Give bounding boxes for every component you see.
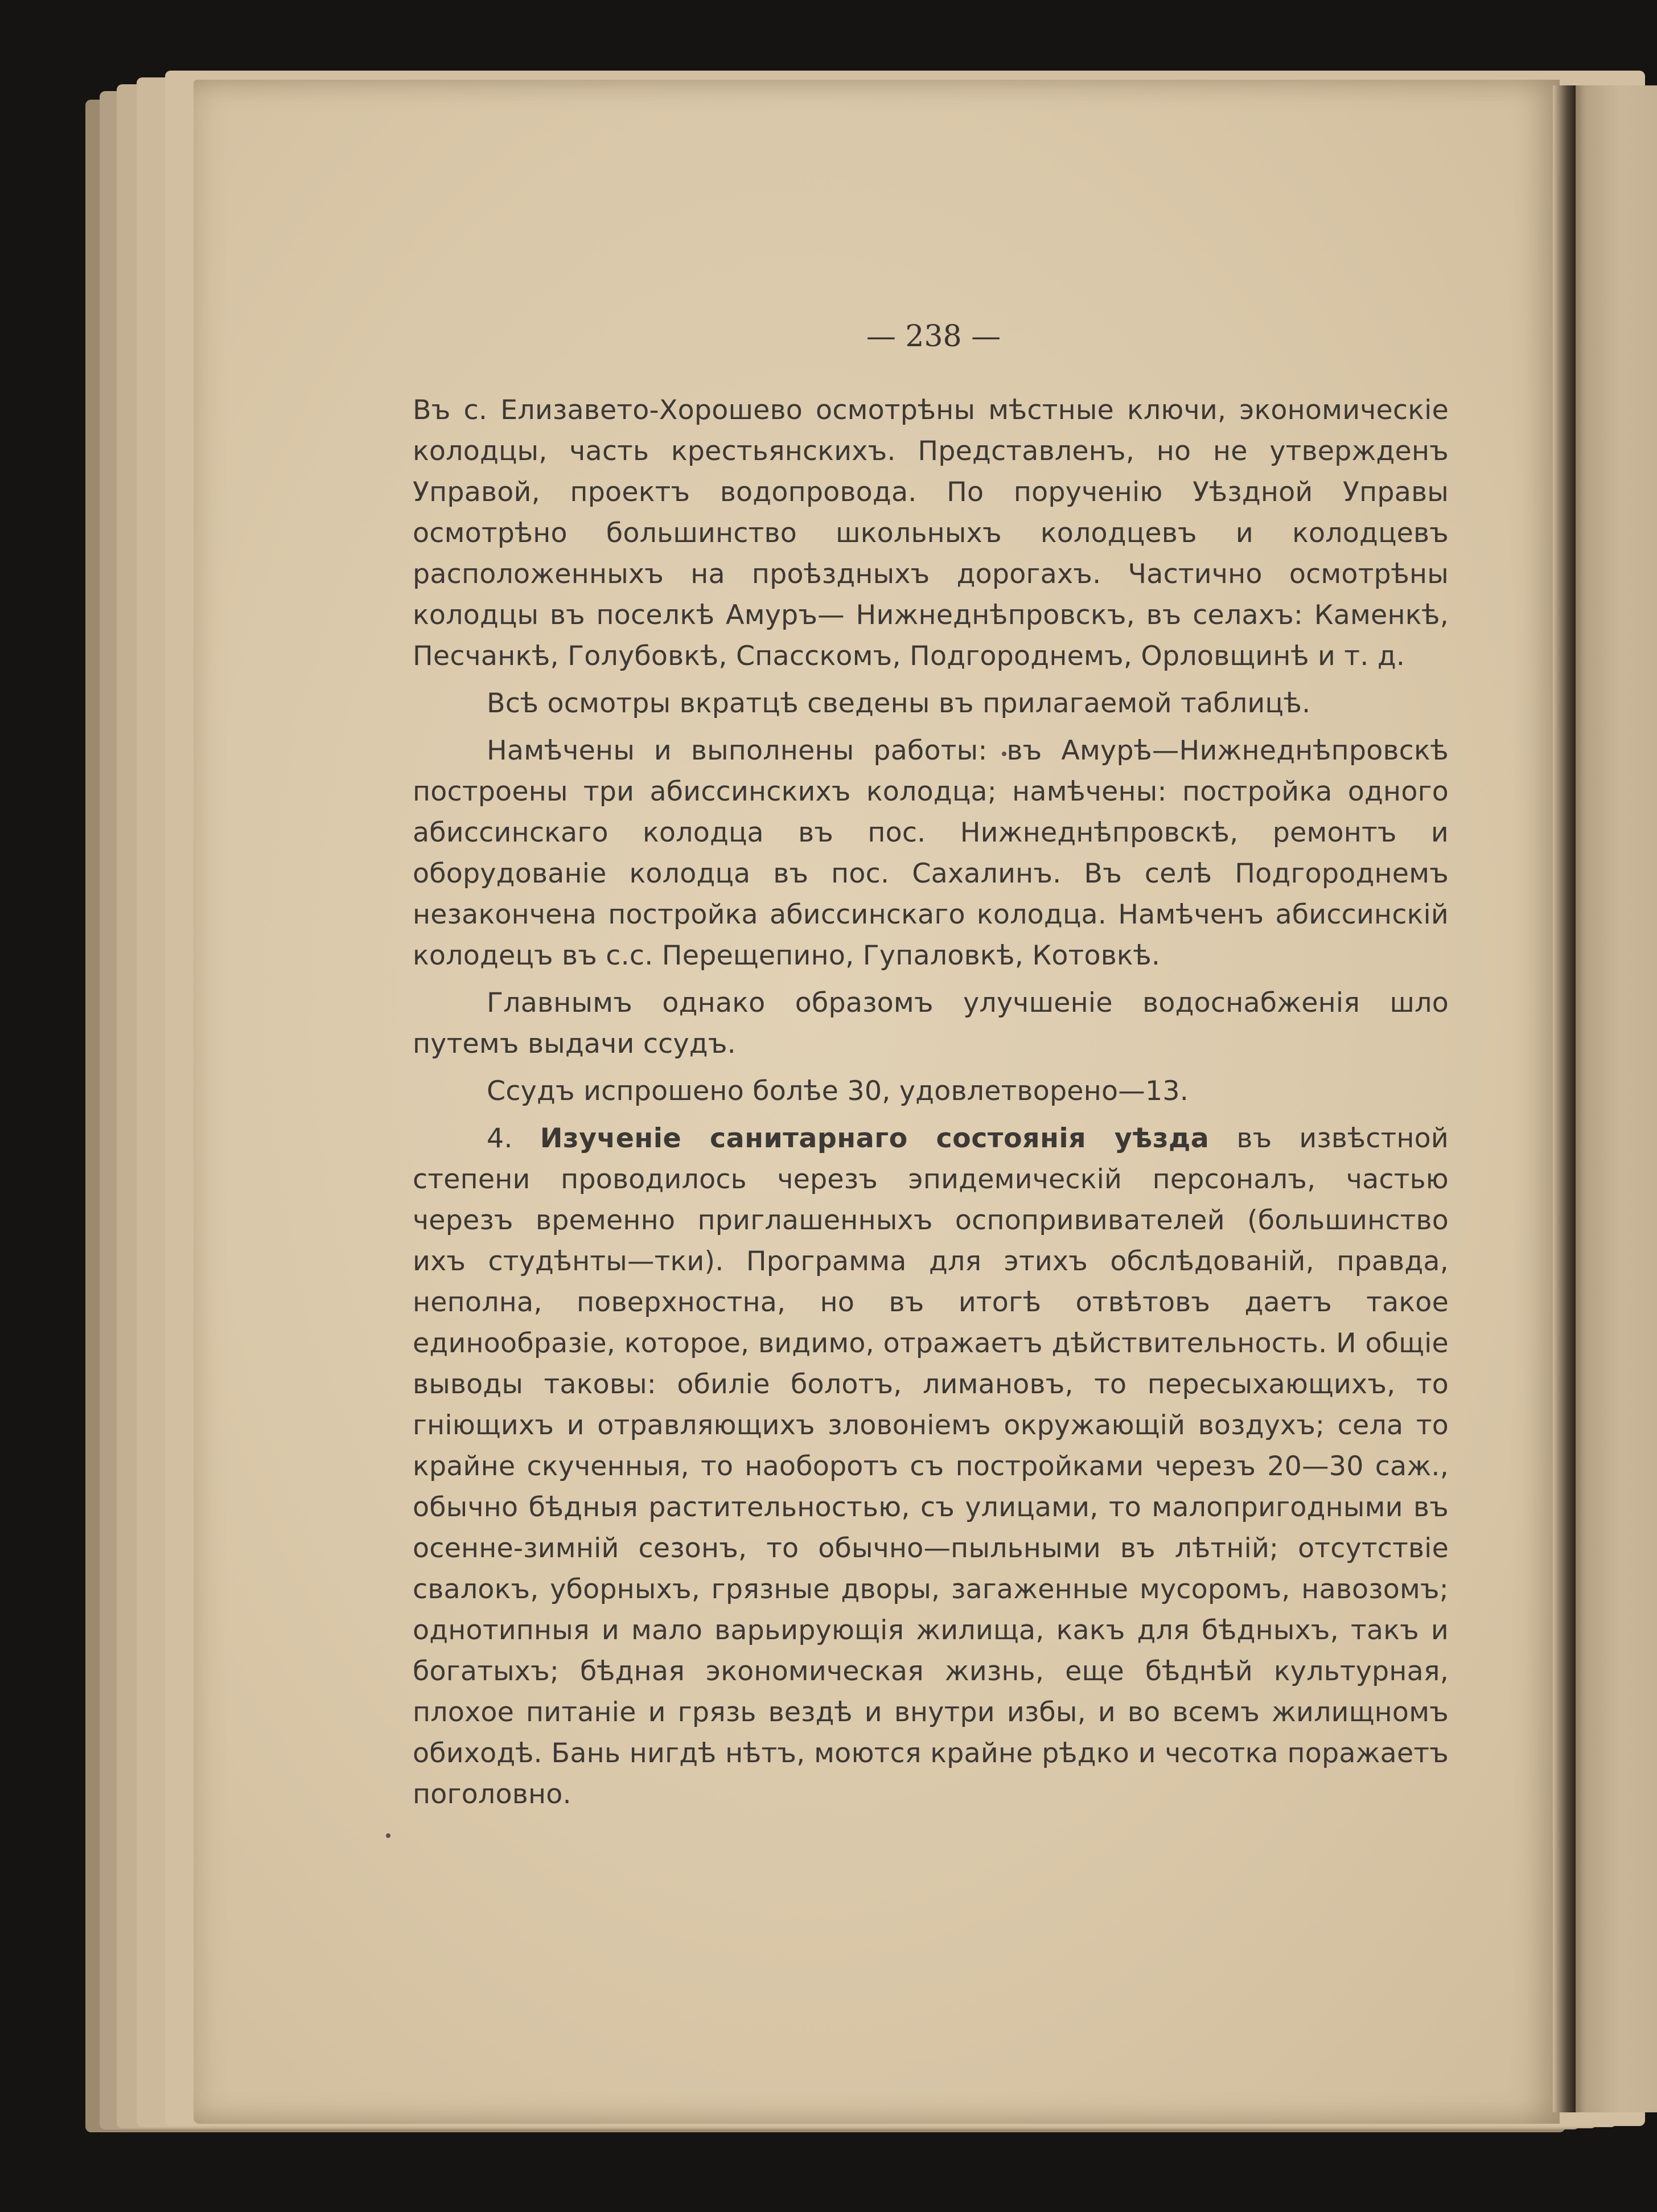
paragraph-table-summary: Всѣ осмотры вкратцѣ сведены въ прилагаемой таблицѣ.: [487, 688, 1311, 719]
paragraph-sanitary-study: [413, 1118, 1449, 1815]
page-number: — 238 —: [866, 319, 1001, 354]
next-page-edge: [1568, 85, 1657, 2112]
paragraph-loans-count: Ссудъ испрошено болѣе 30, удовлетворено—13.: [487, 1076, 1189, 1107]
paragraph-works: Намѣчены и выполнены работы: въ Амурѣ—Нижнеднѣпровскѣ построены три абиссинскихъ колодца; намѣчены: постройка одного абиссинскаго колодца въ пос. Нижнеднѣпровскѣ, ремонтъ и оборудованіе колодца въ пос. Сахалинъ. Въ селѣ Подгороднемъ незакончена постройка абиссинскаго колодца. Намѣченъ абиссинскій колодецъ въ с.с. Перещепино, Гупаловкѣ, Котовкѣ.: [413, 735, 1449, 971]
section-text: въ извѣстной степени проводилось черезъ эпидемическій персоналъ, частью черезъ временно приглашенныхъ оспопрививателей (большинство ихъ студѣнты—тки). Программа для этихъ обслѣдованій, правда, неполна, поверхностна, но въ итогѣ отвѣтовъ даетъ такое единообразіе, которое, видимо, отражаетъ дѣйствительность. И общіе выводы таковы: обиліе болотъ, лимановъ, то пересыхающихъ, то гніющихъ и отравляющихъ зловоніемъ окружающій воздухъ; села то крайне скученныя, то наоборотъ съ постройками черезъ 20—30 саж., обычно бѣдныя растительностью, съ улицами, то малопригодными въ осенне-зимній сезонъ, то обычно—пыльными въ лѣтній; отсутствіе свалокъ, уборныхъ, грязные дворы, загаженные мусоромъ, навозомъ; однотипныя и мало варьирующія жилища, какъ для бѣдныхъ, такъ и богатыхъ; бѣдная экономическая жизнь, еще бѣднѣй культурная, плохое питаніе и грязь вездѣ и внутри избы, и во всемъ жилищномъ обиходѣ. Бань нигдѣ нѣтъ, моются крайне рѣдко и чесотка поражаетъ поголовно.: [413, 1123, 1449, 1810]
section-heading: Изученіе санитарнаго состоянія уѣзда: [540, 1123, 1210, 1154]
paragraph-wells-survey: Въ с. Елизавето-Хорошево осмотрѣны мѣстные ключи, экономическіе колодцы, часть крестьянскихъ. Представленъ, но не утвержденъ Управой, проектъ водопровода. По порученію Уѣздной Управы осмотрѣно большинство школьныхъ колодцевъ и колодцевъ расположенныхъ на проѣздныхъ дорогахъ. Частично осмотрѣны колодцы въ поселкѣ Амуръ— Нижнеднѣпровскъ, въ селахъ: Каменкѣ, Песчанкѣ, Голубовкѣ, Спасскомъ, Подгороднемъ, Орловщинѣ и т. д.: [413, 395, 1449, 672]
section-number: 4.: [487, 1123, 513, 1154]
page-body: [413, 390, 1449, 1821]
paragraph-loans: Главнымъ однако образомъ улучшеніе водоснабженія шло путемъ выдачи ссудъ.: [413, 987, 1449, 1060]
ink-speck: [386, 1833, 390, 1838]
book-gutter: [1553, 85, 1576, 2112]
